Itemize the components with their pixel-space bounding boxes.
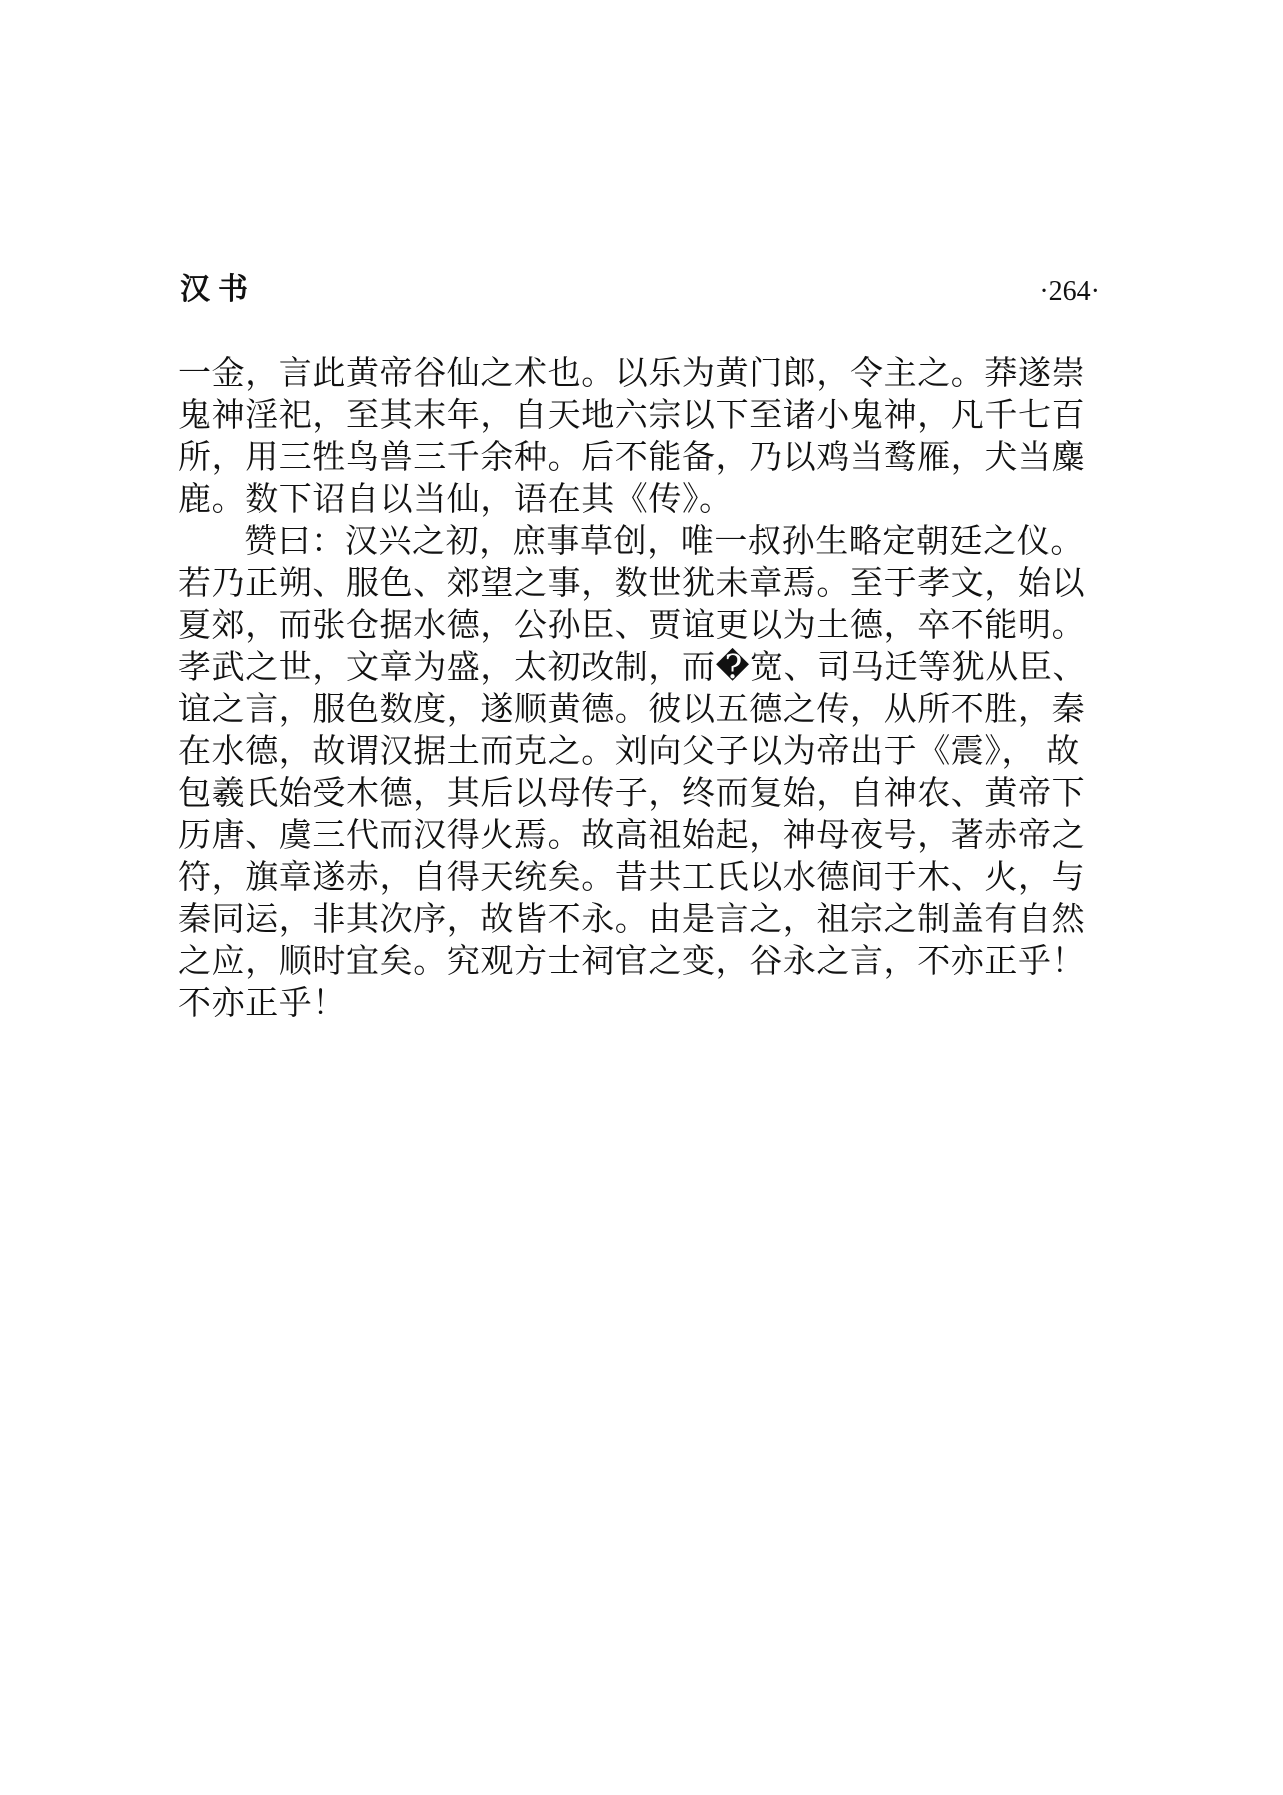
text-line: 所，用三牲鸟兽三千余种。后不能备，乃以鸡当鹜雁，犬当麋 — [178, 437, 1086, 476]
text-line: 在水德，故谓汉据土而克之。刘向父子以为帝出于《震》， 故 — [178, 731, 1080, 770]
page-number: ·264· — [1039, 276, 1100, 307]
text-line: 鬼神淫祀，至其末年，自天地六宗以下至诸小鬼神，凡千七百 — [178, 395, 1086, 434]
text-line: 包羲氏始受木德，其后以母传子，终而复始，自神农、黄帝下 — [178, 773, 1086, 812]
text-line: 历唐、虞三代而汉得火焉。故高祖始起，神母夜号，著赤帝之 — [178, 815, 1086, 854]
text-line: 一金，言此黄帝谷仙之术也。以乐为黄门郎，令主之。莽遂崇 — [178, 353, 1086, 392]
text-line: 若乃正朔、服色、郊望之事，数世犹未章焉。至于孝文，始以 — [178, 563, 1086, 602]
running-title: 汉书 — [180, 272, 256, 307]
text-line: 鹿。数下诏自以当仙，语在其《传》。 — [178, 479, 733, 518]
text-line: 夏郊，而张仓据水德，公孙臣、贾谊更以为土德，卒不能明。 — [178, 605, 1086, 644]
text-line: 不亦正乎！ — [178, 983, 346, 1022]
text-line: 秦同运，非其次序，故皆不永。由是言之，祖宗之制盖有自然 — [178, 899, 1086, 938]
text-line: 孝武之世，文章为盛，太初改制，而�宽、司马迁等犹从臣、 — [178, 647, 1087, 686]
paragraph-start-line: 赞曰：汉兴之初，庶事草创，唯一叔孙生略定朝廷之仪。 — [244, 521, 1084, 560]
text-line: 符，旗章遂赤，自得天统矣。昔共工氏以水德间于木、火，与 — [178, 857, 1086, 896]
text-line: 之应，顺时宜矣。究观方士祠官之变，谷永之言，不亦正乎！ — [178, 941, 1086, 980]
body-text — [178, 352, 1087, 1024]
text-line: 谊之言，服色数度，遂顺黄德。彼以五德之传，从所不胜，秦 — [178, 689, 1086, 728]
